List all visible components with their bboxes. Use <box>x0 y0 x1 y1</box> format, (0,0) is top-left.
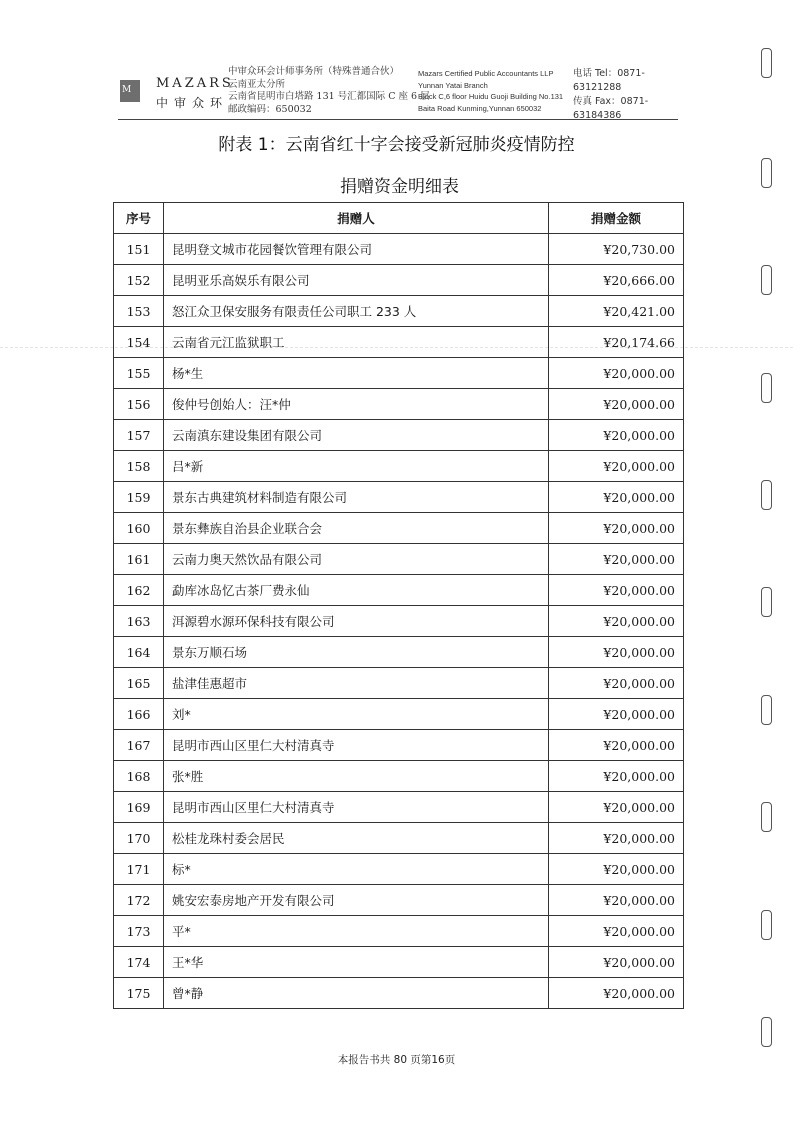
header-number: 序号 <box>114 203 164 234</box>
donor-name: 俊仲号创始人：汪*仲 <box>164 389 549 420</box>
donation-amount: ¥20,000.00 <box>549 761 684 792</box>
table-row <box>114 699 684 730</box>
table-row <box>114 730 684 761</box>
donation-amount: ¥20,000.00 <box>549 451 684 482</box>
table-row <box>114 606 684 637</box>
row-number: 161 <box>114 544 164 575</box>
donor-name: 杨*生 <box>164 358 549 389</box>
table-row <box>114 947 684 978</box>
row-number: 163 <box>114 606 164 637</box>
donation-amount: ¥20,000.00 <box>549 885 684 916</box>
row-number: 166 <box>114 699 164 730</box>
donor-name: 松桂龙珠村委会居民 <box>164 823 549 854</box>
row-number: 173 <box>114 916 164 947</box>
table-row <box>114 575 684 606</box>
row-number: 153 <box>114 296 164 327</box>
binder-hole <box>761 480 772 510</box>
binder-hole <box>761 587 772 617</box>
donor-name: 云南省元江监狱职工 <box>164 327 549 358</box>
table-header-row <box>114 203 684 234</box>
donation-amount: ¥20,730.00 <box>549 234 684 265</box>
donor-name: 云南力奥天然饮品有限公司 <box>164 544 549 575</box>
donor-name: 怒江众卫保安服务有限责任公司职工 233 人 <box>164 296 549 327</box>
donor-name: 云南滇东建设集团有限公司 <box>164 420 549 451</box>
donation-amount: ¥20,000.00 <box>549 513 684 544</box>
donor-name: 勐库冰岛忆古茶厂费永仙 <box>164 575 549 606</box>
lh-cn-line: 云南省昆明市白塔路 131 号汇都国际 C 座 6 层 <box>228 91 430 102</box>
table-row <box>114 513 684 544</box>
donor-name: 景东彝族自治县企业联合会 <box>164 513 549 544</box>
donor-name: 昆明市西山区里仁大村清真寺 <box>164 730 549 761</box>
row-number: 175 <box>114 978 164 1009</box>
document-subtitle: 捐赠资金明细表 <box>340 177 459 197</box>
binder-hole <box>761 158 772 188</box>
binder-hole <box>761 48 772 78</box>
binder-hole <box>761 695 772 725</box>
binder-hole <box>761 802 772 832</box>
header-donor: 捐赠人 <box>164 203 549 234</box>
table-row <box>114 916 684 947</box>
table-row <box>114 451 684 482</box>
lh-en-line: Baita Road Kunming,Yunnan 650032 <box>418 103 542 113</box>
donation-amount: ¥20,000.00 <box>549 668 684 699</box>
row-number: 165 <box>114 668 164 699</box>
row-number: 157 <box>114 420 164 451</box>
donor-name: 昆明市西山区里仁大村清真寺 <box>164 792 549 823</box>
letterhead-contact <box>573 67 678 123</box>
lh-en-line: Yunnan Yatai Branch <box>418 80 488 90</box>
donation-amount: ¥20,000.00 <box>549 978 684 1009</box>
row-number: 155 <box>114 358 164 389</box>
donation-amount: ¥20,000.00 <box>549 823 684 854</box>
row-number: 167 <box>114 730 164 761</box>
row-number: 151 <box>114 234 164 265</box>
binder-hole <box>761 910 772 940</box>
donor-name: 曾*静 <box>164 978 549 1009</box>
donation-amount: ¥20,000.00 <box>549 730 684 761</box>
donation-amount: ¥20,000.00 <box>549 637 684 668</box>
row-number: 170 <box>114 823 164 854</box>
row-number: 174 <box>114 947 164 978</box>
mazars-logo <box>118 70 234 110</box>
table-row <box>114 978 684 1009</box>
donation-amount: ¥20,000.00 <box>549 947 684 978</box>
binder-hole <box>761 1017 772 1047</box>
header-amount: 捐赠金额 <box>549 203 684 234</box>
fax-number: 传真 Fax：0871-63184386 <box>573 96 649 121</box>
donor-name: 张*胜 <box>164 761 549 792</box>
row-number: 168 <box>114 761 164 792</box>
page-footer: 本报告书共 80 页第16页 <box>337 1054 456 1066</box>
donor-name: 姚安宏泰房地产开发有限公司 <box>164 885 549 916</box>
donation-amount: ¥20,000.00 <box>549 482 684 513</box>
row-number: 162 <box>114 575 164 606</box>
lh-en-line: Block C,6 floor Huidu Guoji Building No.131 <box>418 92 564 101</box>
donor-name: 吕*新 <box>164 451 549 482</box>
donor-name: 王*华 <box>164 947 549 978</box>
table-row <box>114 544 684 575</box>
donor-name: 洱源碧水源环保科技有限公司 <box>164 606 549 637</box>
document-title: 附表 1：云南省红十字会接受新冠肺炎疫情防控 <box>218 135 575 155</box>
table-row <box>114 854 684 885</box>
table-row <box>114 327 684 358</box>
table-row <box>114 823 684 854</box>
donation-amount: ¥20,000.00 <box>549 544 684 575</box>
donor-name: 刘* <box>164 699 549 730</box>
lh-en-line: Mazars Certified Public Accountants LLP <box>418 69 554 78</box>
row-number: 160 <box>114 513 164 544</box>
logo-text-cn: 中审众环 <box>156 96 229 110</box>
lh-cn-line: 中审众环会计师事务所（特殊普通合伙） <box>228 66 400 77</box>
table-row <box>114 482 684 513</box>
donation-amount: ¥20,000.00 <box>549 389 684 420</box>
table-row <box>114 234 684 265</box>
donation-amount: ¥20,000.00 <box>549 916 684 947</box>
letterhead-chinese-address <box>228 66 430 116</box>
donor-name: 标* <box>164 854 549 885</box>
row-number: 159 <box>114 482 164 513</box>
donation-amount: ¥20,000.00 <box>549 420 684 451</box>
binder-hole <box>761 373 772 403</box>
donation-amount: ¥20,174.66 <box>549 327 684 358</box>
donation-amount: ¥20,000.00 <box>549 606 684 637</box>
donor-name: 昆明登文城市花园餐饮管理有限公司 <box>164 234 549 265</box>
tel-number: 电话 Tel：0871-63121288 <box>573 68 645 93</box>
donation-amount: ¥20,000.00 <box>549 358 684 389</box>
logo-text-en: MAZARS <box>156 76 234 91</box>
donation-amount: ¥20,000.00 <box>549 575 684 606</box>
row-number: 158 <box>114 451 164 482</box>
table-row <box>114 296 684 327</box>
row-number: 169 <box>114 792 164 823</box>
lh-cn-line: 云南亚太分所 <box>228 78 286 90</box>
row-number: 152 <box>114 265 164 296</box>
letterhead-divider <box>118 119 678 120</box>
lh-cn-line: 邮政编码：650032 <box>228 103 312 115</box>
row-number: 172 <box>114 885 164 916</box>
table-row <box>114 885 684 916</box>
donor-name: 景东万顺石场 <box>164 637 549 668</box>
binder-hole <box>761 265 772 295</box>
logo-mark-icon: M <box>120 80 140 102</box>
donor-name: 景东古典建筑材料制造有限公司 <box>164 482 549 513</box>
table-row <box>114 420 684 451</box>
letterhead-english-address <box>418 68 563 114</box>
table-row <box>114 761 684 792</box>
donation-amount: ¥20,421.00 <box>549 296 684 327</box>
table-row <box>114 389 684 420</box>
table-row <box>114 637 684 668</box>
donation-amount: ¥20,000.00 <box>549 792 684 823</box>
table-row <box>114 792 684 823</box>
donor-name: 昆明亚乐高娱乐有限公司 <box>164 265 549 296</box>
donation-table <box>113 202 684 1009</box>
row-number: 156 <box>114 389 164 420</box>
letterhead <box>118 62 678 122</box>
donation-amount: ¥20,000.00 <box>549 699 684 730</box>
donor-name: 平* <box>164 916 549 947</box>
row-number: 164 <box>114 637 164 668</box>
table-row <box>114 668 684 699</box>
donation-amount: ¥20,000.00 <box>549 854 684 885</box>
row-number: 171 <box>114 854 164 885</box>
donor-name: 盐津佳惠超市 <box>164 668 549 699</box>
donation-amount: ¥20,666.00 <box>549 265 684 296</box>
table-row <box>114 358 684 389</box>
table-row <box>114 265 684 296</box>
row-number: 154 <box>114 327 164 358</box>
